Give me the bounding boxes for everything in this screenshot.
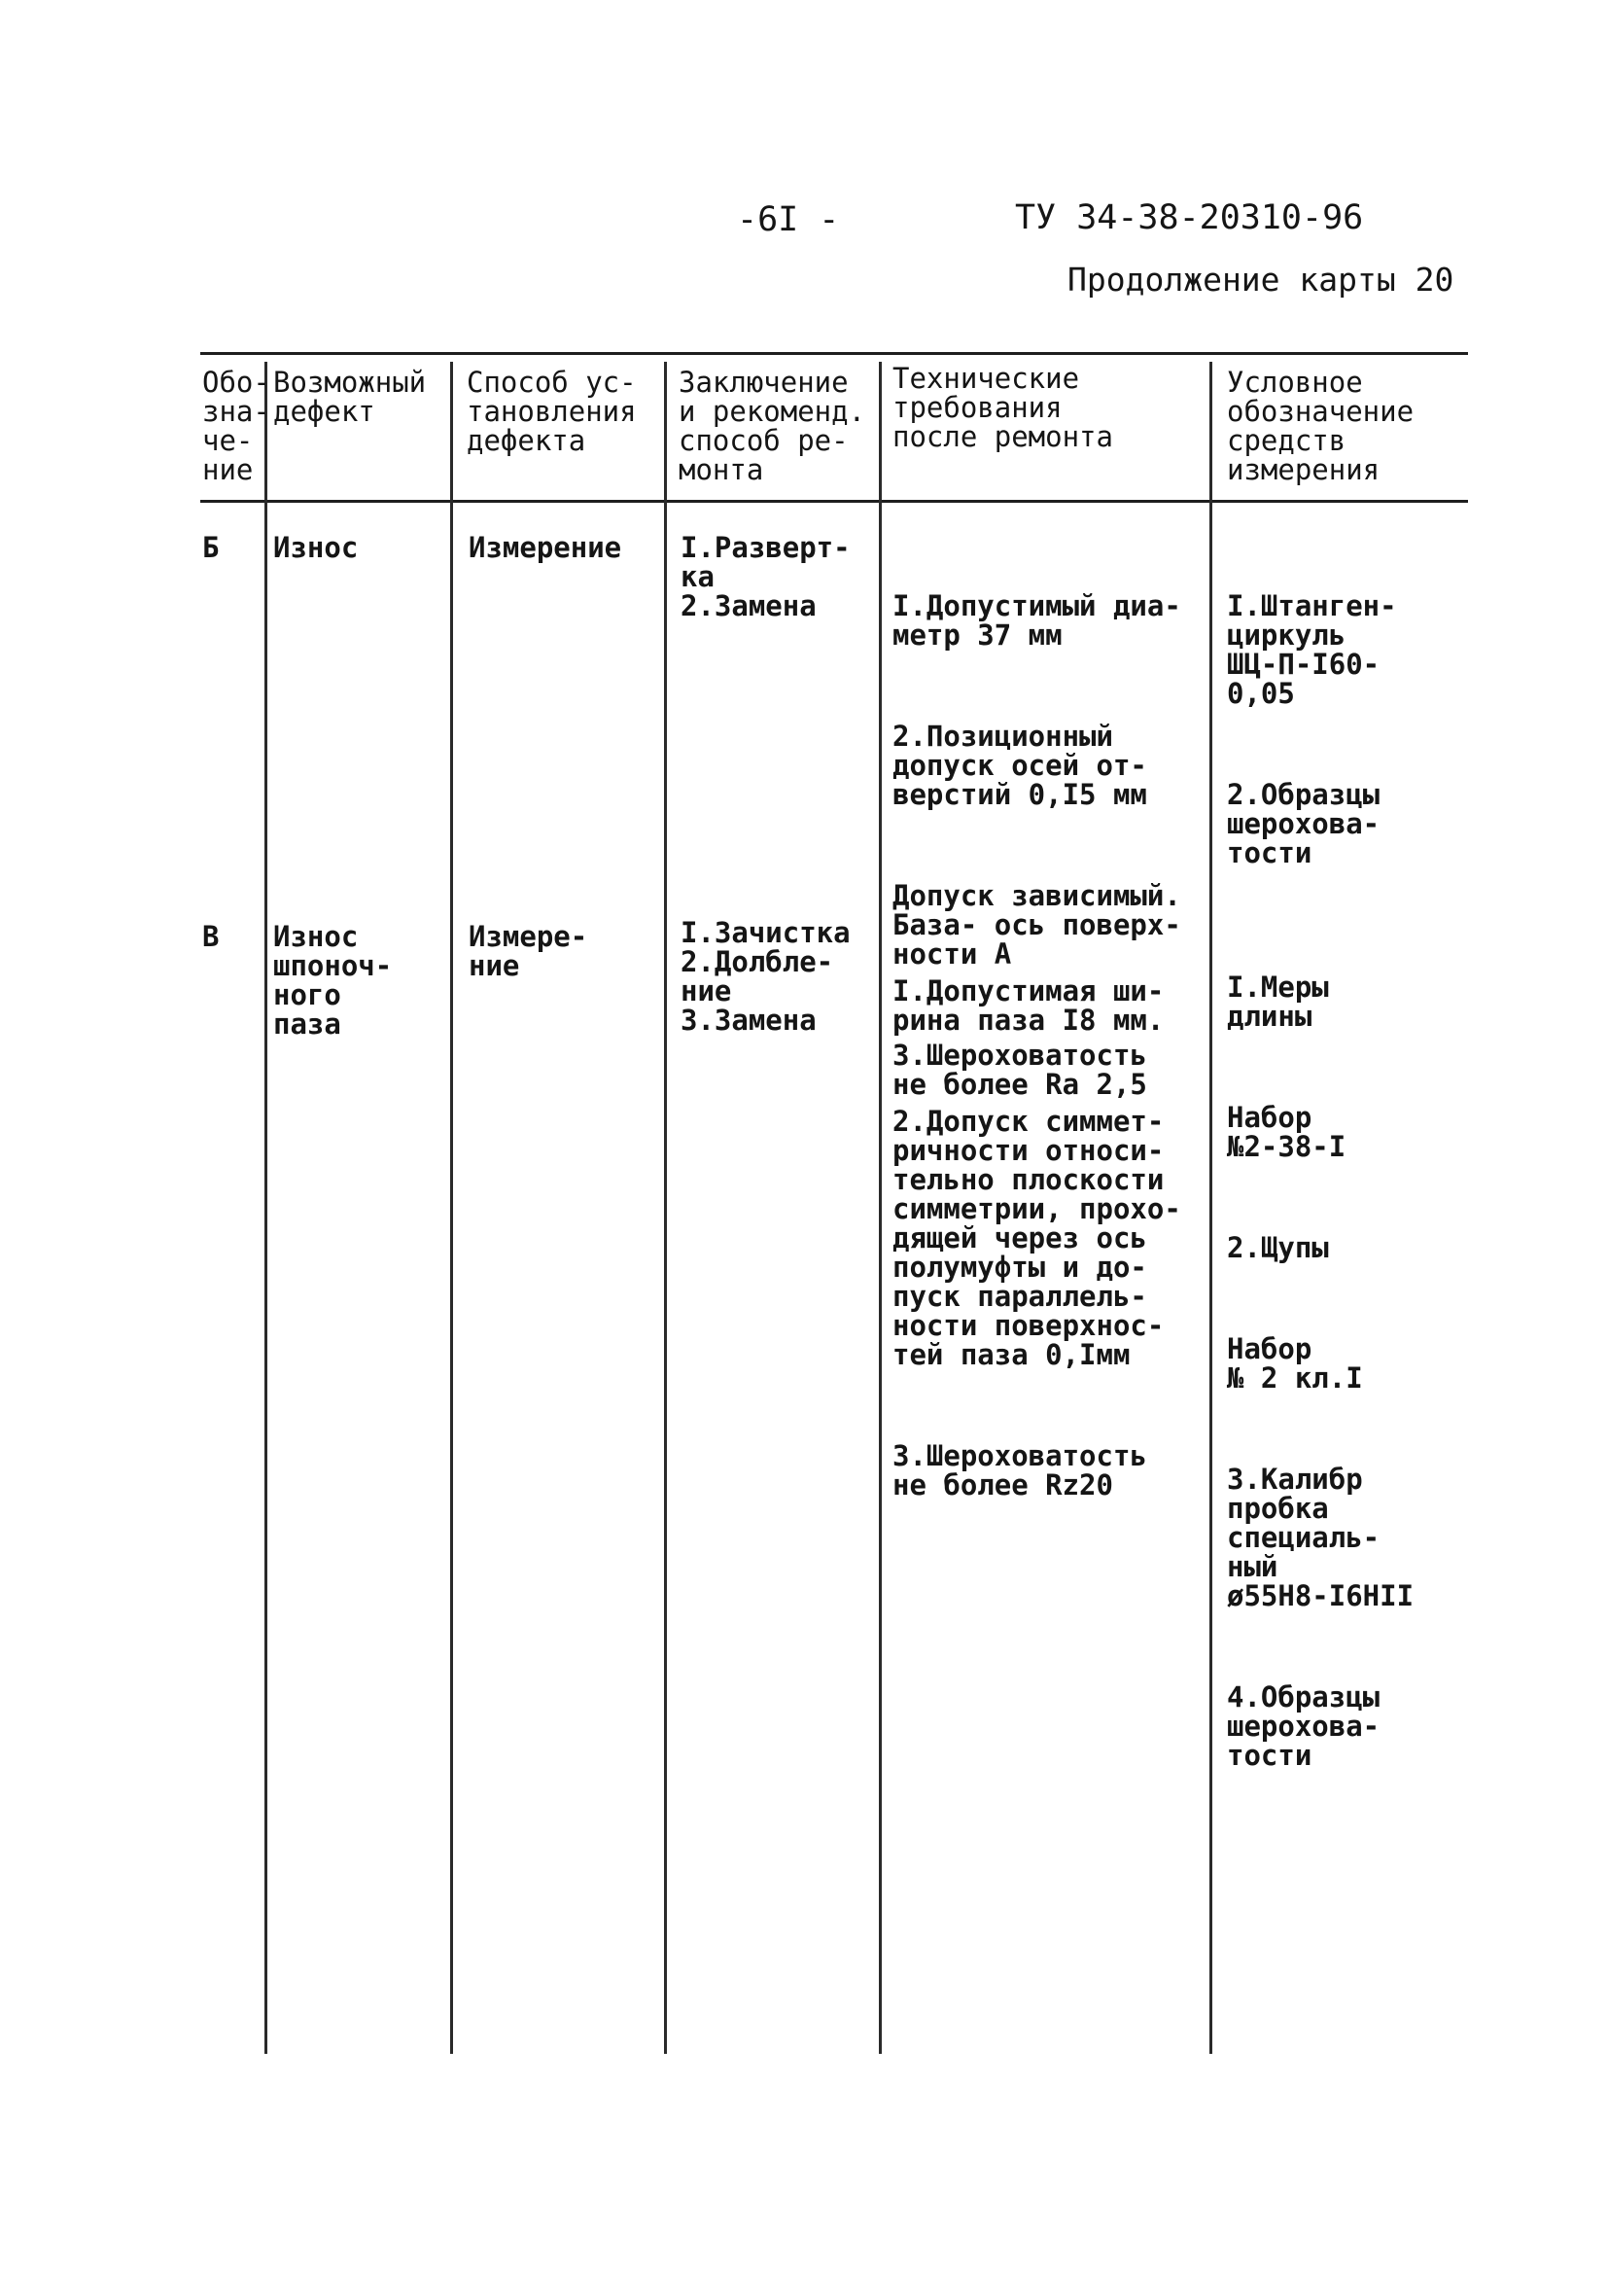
- column-header-requirements: Технические требования после ремонта: [892, 362, 1113, 453]
- column-header-repair: Заключение и рекоменд. способ ре- монта: [679, 366, 866, 486]
- column-divider: [1209, 362, 1212, 2054]
- column-divider: [450, 362, 453, 2054]
- requirement-item: 3.Шероховатость не более Rz20: [892, 1439, 1147, 1501]
- column-divider: [264, 362, 267, 2054]
- requirement-item: I.Допустимый диа- метр 37 мм: [892, 589, 1181, 652]
- instrument-item: Набор №2-38-I: [1227, 1101, 1346, 1163]
- column-header-designation: Обо- зна- че- ние: [202, 366, 270, 486]
- column-header-defect: Возможный дефект: [273, 366, 427, 428]
- column-header-instruments: Условное обозначение средств измерения: [1227, 366, 1415, 486]
- table-header-rule: [200, 500, 1468, 503]
- requirement-item: I.Допустимая ши- рина паза I8 мм.: [892, 974, 1165, 1037]
- page-number: -6I -: [737, 200, 840, 239]
- document-code: ТУ 34-38-20310-96: [1015, 198, 1364, 237]
- requirement-item: 3.Шероховатость не более Ra 2,5: [892, 1039, 1147, 1101]
- instrument-item: 2.Щупы: [1227, 1231, 1329, 1264]
- row-b-repair: I.Разверт- ка 2.Замена: [681, 531, 851, 622]
- continuation-title: Продолжение карты 20: [1067, 261, 1454, 299]
- row-v-designation: В: [202, 920, 220, 953]
- column-divider: [879, 362, 882, 2054]
- instrument-item: Набор № 2 кл.I: [1227, 1332, 1363, 1395]
- row-b-method: Измерение: [469, 531, 622, 564]
- requirement-item: 2.Допуск симмет- ричности относи- тельно плоскости симметрии, прохо- дящей через ось полумуфты и до- пуск параллель- ности поверхнос- тей паза 0,Iмм: [892, 1105, 1181, 1371]
- instrument-item: 2.Образцы шерохова- тости: [1227, 778, 1381, 869]
- column-header-method: Способ ус- тановления дефекта: [467, 366, 637, 457]
- row-v-instruments: [1227, 914, 1414, 1828]
- requirement-item: 2.Позиционный допуск осей от- верстий 0,I5 мм: [892, 720, 1147, 811]
- instrument-item: I.Меры длины: [1227, 971, 1329, 1033]
- instrument-item: 3.Калибр пробка специаль- ный ø55Н8-I6НII: [1227, 1463, 1415, 1612]
- instrument-item: 4.Образцы шерохова- тости: [1227, 1680, 1381, 1772]
- column-divider: [664, 362, 667, 2054]
- row-v-method: Измере- ние: [469, 920, 588, 982]
- row-v-defect: Износ шпоноч- ного паза: [273, 920, 393, 1041]
- row-v-repair: I.Зачистка 2.Долбле- ние 3.Замена: [681, 916, 851, 1037]
- row-b-instruments: [1227, 533, 1397, 926]
- row-b-designation: Б: [202, 531, 220, 564]
- instrument-item: I.Штанген- циркуль ШЦ-П-I60- 0,05: [1227, 589, 1397, 710]
- row-v-requirements: [892, 918, 1181, 1558]
- table-top-rule: [200, 352, 1468, 355]
- row-b-defect: Износ: [273, 531, 359, 564]
- requirement-item: Допуск зависимый. База- ось поверх- ности А: [892, 879, 1181, 971]
